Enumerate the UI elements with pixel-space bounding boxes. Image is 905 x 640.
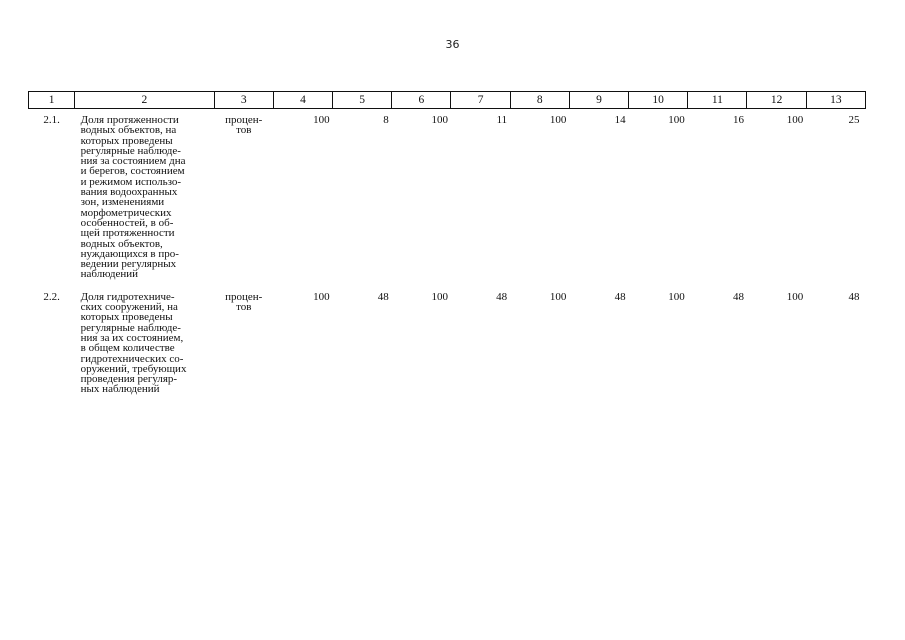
indicators-table — [28, 91, 866, 395]
header-cell-3: 3 — [214, 92, 273, 109]
unit-line: процен- — [225, 114, 263, 126]
unit-line: тов — [236, 301, 252, 314]
value-cell: 8 — [383, 114, 389, 126]
name-line: морфометрических — [80, 206, 172, 219]
header-cell-12: 12 — [747, 92, 806, 109]
table-row — [29, 288, 866, 395]
value-cell: 48 — [732, 290, 744, 303]
value-cell: 100 — [549, 290, 567, 303]
name-line: Доля гидротехниче- — [80, 290, 175, 303]
name-line: гидротехнических со- — [80, 352, 184, 365]
name-line: ния за их состоянием, — [80, 331, 184, 344]
name-line: особенностей, в об- — [80, 216, 174, 229]
name-line: и берегов, состоянием — [80, 165, 185, 178]
name-line: ских сооружений, на — [80, 301, 178, 314]
header-cell-2: 2 — [75, 92, 215, 109]
header-row — [29, 92, 866, 109]
header-cell-6: 6 — [392, 92, 451, 109]
name-line: и режимом использо- — [80, 175, 182, 188]
name-line: регулярные наблюде- — [80, 321, 181, 334]
name-line: водных объектов, на — [80, 124, 177, 137]
value-cell: 100 — [549, 114, 567, 126]
row-number: 2.1. — [43, 114, 60, 126]
value-cell: 100 — [431, 290, 448, 303]
value-cell: 16 — [732, 114, 744, 126]
value-cell: 14 — [614, 114, 626, 126]
header-cell-8: 8 — [510, 92, 569, 109]
unit-line: тов — [236, 124, 252, 137]
name-line: наблюдений — [80, 268, 139, 281]
unit-line: процен- — [225, 290, 263, 303]
value-cell: 100 — [668, 290, 685, 303]
name-line: которых проведены — [80, 134, 173, 147]
header-cell-1: 1 — [29, 92, 75, 109]
name-line: Доля протяженности — [80, 114, 179, 126]
header-cell-13: 13 — [806, 92, 865, 109]
name-line: которых проведены — [80, 311, 173, 324]
value-cell: 25 — [848, 114, 860, 126]
header-cell-9: 9 — [569, 92, 628, 109]
value-cell: 100 — [313, 290, 330, 303]
name-line: нуждающихся в про- — [80, 247, 179, 260]
unit-cell — [214, 288, 273, 395]
header-cell-11: 11 — [688, 92, 747, 109]
indicator-name — [75, 288, 215, 395]
name-line: вания водоохранных — [80, 186, 178, 199]
value-cell: 48 — [614, 290, 626, 303]
name-line: щей протяженности — [80, 227, 175, 240]
value-cell: 100 — [313, 114, 330, 126]
unit-cell — [214, 109, 273, 288]
table-row — [29, 109, 866, 288]
header-cell-5: 5 — [333, 92, 392, 109]
name-line: водных объектов, — [80, 237, 163, 250]
value-cell: 100 — [786, 114, 804, 126]
value-cell: 48 — [377, 290, 389, 303]
name-line: ных наблюдений — [80, 383, 160, 396]
table-header — [29, 92, 866, 109]
value-cell: 48 — [848, 290, 860, 303]
value-cell: 11 — [496, 114, 508, 126]
page-number: 36 — [445, 38, 460, 51]
name-line: ния за состоянием дна — [80, 155, 186, 168]
value-cell: 100 — [668, 114, 685, 126]
value-cell: 100 — [431, 114, 448, 126]
value-cell: 48 — [496, 290, 508, 303]
name-line: проведения регуляр- — [80, 373, 178, 386]
indicator-name — [75, 109, 215, 288]
row-number: 2.2. — [43, 290, 60, 303]
header-cell-4: 4 — [273, 92, 332, 109]
name-line: ведении регулярных — [80, 258, 177, 271]
name-line: оружений, требующих — [80, 362, 187, 375]
value-cell: 100 — [786, 290, 804, 303]
name-line: в общем количестве — [80, 342, 175, 355]
header-cell-7: 7 — [451, 92, 510, 109]
name-line: зон, изменениями — [80, 196, 165, 209]
header-cell-10: 10 — [629, 92, 688, 109]
name-line: регулярные наблюде- — [80, 144, 181, 157]
